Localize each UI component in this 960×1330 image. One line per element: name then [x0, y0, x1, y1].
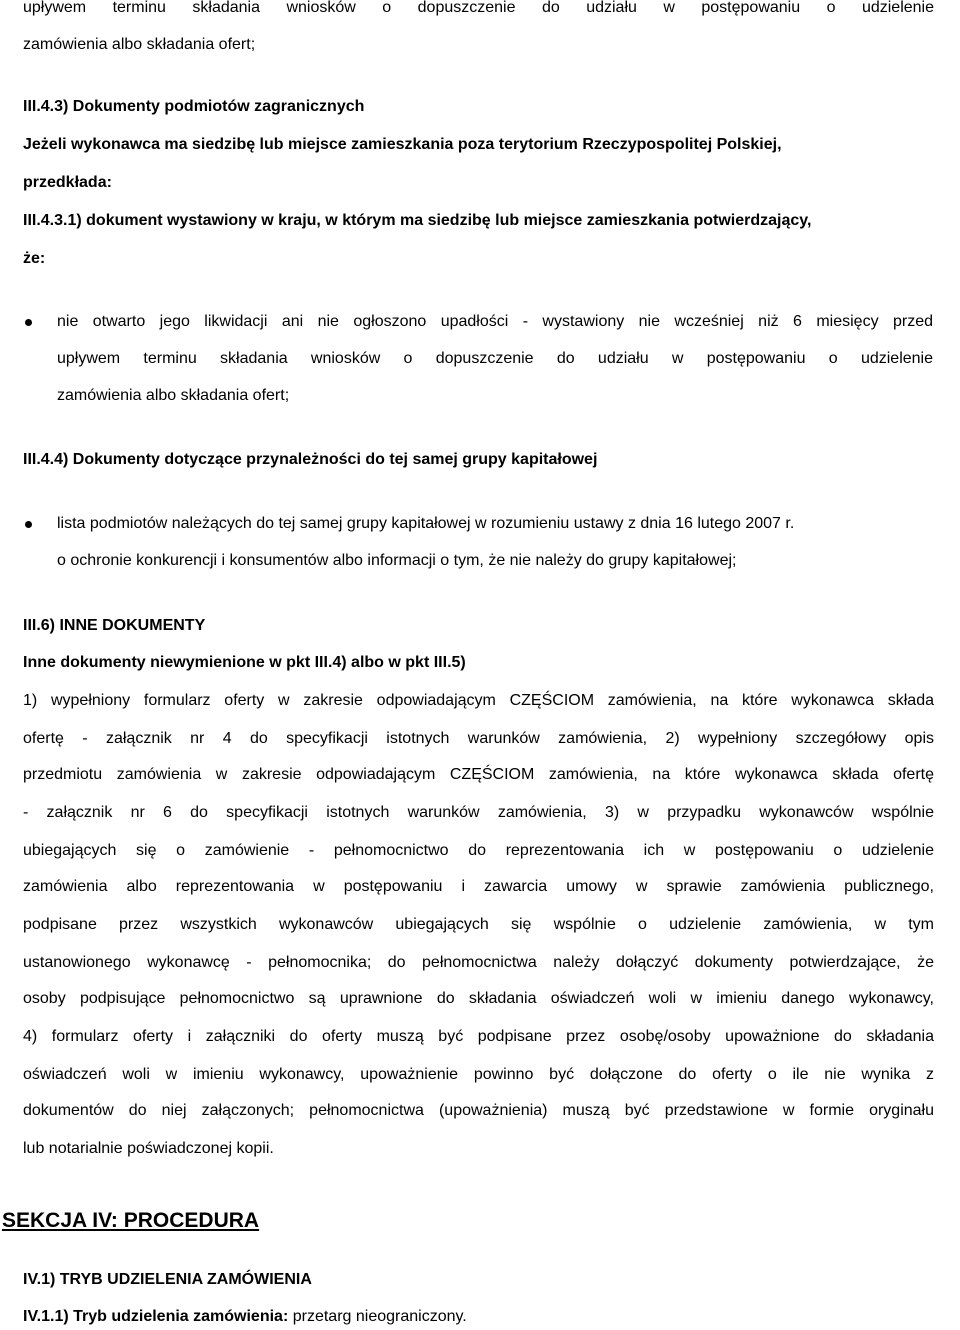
paragraph-line: 4) formularz oferty i załączniki do oferty muszą być podpisane przez osobę/osoby upoważnione do składania — [23, 1028, 934, 1045]
section-heading: III.4.4) Dokumenty dotyczące przynależności do tej samej grupy kapitałowej — [23, 451, 598, 468]
paragraph-line: podpisane przez wszystkich wykonawców ubiegających się wspólnie o udzielenie zamówienia, w tym — [23, 916, 934, 933]
paragraph-line: III.4.3.1) dokument wystawiony w kraju, w którym ma siedzibę lub miejsce zamieszkania potwierdzający, — [23, 212, 812, 229]
paragraph-line: zamówienia albo składania ofert; — [23, 36, 256, 53]
procedure-label: IV.1.1) Tryb udzielenia zamówienia: — [23, 1308, 289, 1325]
paragraph-line: oświadczeń woli w imieniu wykonawcy, upoważnienie powinno być dołączone do oferty o ile nie wynika z — [23, 1066, 934, 1083]
bullet-icon — [25, 521, 32, 528]
paragraph-line: 1) wypełniony formularz oferty w zakresie odpowiadającym CZĘŚCIOM zamówienia, na które wykonawca składa — [23, 692, 934, 709]
paragraph-line: ofertę - załącznik nr 4 do specyfikacji istotnych warunków zamówienia, 2) wypełniony szczegółowy opis — [23, 730, 934, 747]
paragraph-line: osoby podpisujące pełnomocnictwo są uprawnione do składania oświadczeń woli w imieniu danego wykonawcy, — [23, 990, 934, 1007]
list-item-line: upływem terminu składania wniosków o dopuszczenie do udziału w postępowaniu o udzielenie — [57, 350, 933, 367]
list-item-line: o ochronie konkurencji i konsumentów albo informacji o tym, że nie należy do grupy kapitałowej; — [57, 552, 737, 569]
paragraph-line: lub notarialnie poświadczonej kopii. — [23, 1140, 274, 1157]
procedure-value: przetarg nieograniczony. — [288, 1308, 467, 1325]
procedure-line — [23, 1307, 467, 1327]
paragraph-line: - załącznik nr 6 do specyfikacji istotnych warunków zamówienia, 3) w przypadku wykonawców wspólnie — [23, 804, 934, 821]
paragraph-line: dokumentów do niej załączonych; pełnomocnictwa (upoważnienia) muszą być przedstawione w formie oryginału — [23, 1102, 934, 1119]
list-item-line: nie otwarto jego likwidacji ani nie ogłoszono upadłości - wystawiony nie wcześniej niż 6 miesięcy przed — [57, 313, 933, 330]
bullet-icon — [25, 319, 32, 326]
section-heading: III.6) INNE DOKUMENTY — [23, 617, 206, 634]
section-heading: III.4.3) Dokumenty podmiotów zagranicznych — [23, 98, 365, 115]
paragraph-line: ubiegających się o zamówienie - pełnomocnictwo do reprezentowania ich w postępowaniu o udzielenie — [23, 842, 934, 859]
paragraph-line: ustanowionego wykonawcę - pełnomocnika; do pełnomocnictwa należy dołączyć dokumenty potwierdzające, że — [23, 954, 934, 971]
section-heading: IV.1) TRYB UDZIELENIA ZAMÓWIENIA — [23, 1271, 312, 1288]
paragraph-line: upływem terminu składania wniosków o dopuszczenie do udziału w postępowaniu o udzielenie — [23, 0, 934, 16]
paragraph-line: zamówienia albo reprezentowania w postępowaniu i zawarcia umowy w sprawie zamówienia publicznego, — [23, 878, 934, 895]
section-subheading: Inne dokumenty niewymienione w pkt III.4) albo w pkt III.5) — [23, 654, 466, 671]
section-title: SEKCJA IV: PROCEDURA — [2, 1209, 260, 1232]
paragraph-line: przedkłada: — [23, 174, 112, 191]
list-item-line: lista podmiotów należących do tej samej grupy kapitałowej w rozumieniu ustawy z dnia 16 lutego 2007 r. — [57, 515, 795, 532]
paragraph-line: Jeżeli wykonawca ma siedzibę lub miejsce zamieszkania poza terytorium Rzeczypospolitej Polskiej, — [23, 136, 782, 153]
list-item-line: zamówienia albo składania ofert; — [57, 387, 290, 404]
paragraph-line: przedmiotu zamówienia w zakresie odpowiadającym CZĘŚCIOM zamówienia, na które wykonawca składa ofertę — [23, 766, 934, 783]
paragraph-line: że: — [23, 250, 46, 267]
